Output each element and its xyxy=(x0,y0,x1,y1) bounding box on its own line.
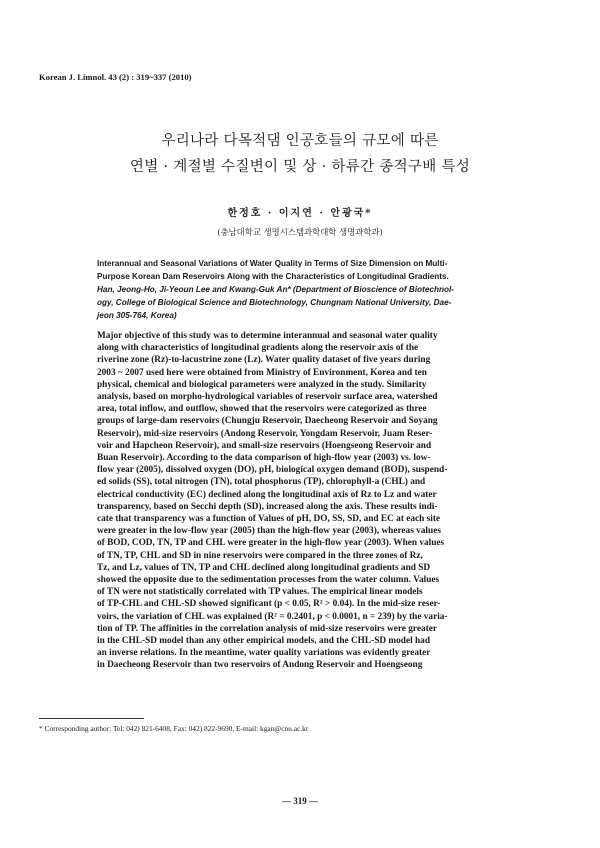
abstract-line: in Daecheong Reservoir than two reservoirs of Andong Reservoir and Hoengseong xyxy=(97,660,423,671)
abstract-line: ed solids (SS), total nitrogen (TN), total phosphorus (TP), chlorophyll-a (CHL) and xyxy=(97,477,426,488)
abstract-line: flow year (2005), dissolved oxygen (DO), pH, biological oxygen demand (BOD), suspend- xyxy=(97,465,448,476)
abstract-line: voir and Hapcheon Reservoir), and small-size reservoirs (Hoengseong Reservoir and xyxy=(97,440,432,451)
abstract-line: tion of TP. The affinities in the correlation analysis of mid-size reservoirs were greater xyxy=(97,623,437,634)
page-number: — 319 — xyxy=(282,796,318,806)
abstract-line: Reservoir), mid-size reservoirs (Andong Reservoir, Yongdam Reservoir, Juam Reser- xyxy=(97,428,433,439)
english-title-block xyxy=(97,257,517,322)
abstract-line: physical, chemical and biological parameters were analyzed in the study. Similarity xyxy=(97,379,427,390)
korean-title-line-2: 연별 · 계절별 수질변이 및 상 · 하류간 종적구배 특성 xyxy=(129,159,471,175)
korean-affiliation: (충남대학교 생명시스템과학대학 생명과학과) xyxy=(217,227,383,237)
abstract-line: 2003 ~ 2007 used here were obtained from Ministry of Environment, Korea and ten xyxy=(97,367,427,378)
abstract-line: area, total inflow, and outflow, showed that the reservoirs were categorized as three xyxy=(97,404,427,415)
abstract-line: Tz, and Lz, values of TN, TP and CHL declined along longitudinal gradients and SD xyxy=(97,562,431,573)
journal-citation: Korean J. Limnol. 43 (2) : 319~337 (2010) xyxy=(39,72,192,82)
abstract-line: analysis, based on morpho-hydrological variables of reservoir surface area, watershed xyxy=(97,392,438,403)
abstract-line: of TP-CHL and CHL-SD showed significant (p < 0.05, R² > 0.04). In the mid-size reser- xyxy=(97,599,441,610)
abstract-line: voirs, the variation of CHL was explained (R² = 0.2401, p < 0.0001, n = 239) by the varia- xyxy=(97,611,448,622)
abstract-line: of BOD, COD, TN, TP and CHL were greater in the high-flow year (2003). When values xyxy=(97,538,445,549)
abstract-line: along with characteristics of longitudinal gradients along the reservoir axis of the xyxy=(97,343,419,354)
english-authors-line: jeon 305-764, Korea) xyxy=(97,311,177,320)
korean-authors: 한정호 · 이지연 · 안광국* xyxy=(227,208,373,219)
english-title-line: Interannual and Seasonal Variations of Water Quality in Terms of Size Dimension on Multi- xyxy=(97,259,448,268)
english-authors-line: Han, Jeong-Ho, Ji-Yeoun Lee and Kwang-Guk An* (Department of Bioscience of Biotechnol- xyxy=(97,285,454,294)
abstract-line: of TN, TP, CHL and SD in nine reservoirs were compared in the three zones of Rz, xyxy=(97,550,423,561)
korean-title-line-1: 우리나라 다목적댐 인공호들의 규모에 따른 xyxy=(161,133,439,149)
english-authors-line: ogy, College of Biological Science and Biotechnology, Chungnam National University, Dae- xyxy=(97,298,452,307)
abstract-line: of TN were not statistically correlated with TP values. The empirical linear models xyxy=(97,587,423,598)
abstract-line: in the CHL-SD model than any other empirical models, and the CHL-SD model had xyxy=(97,636,430,647)
abstract-line: electrical conductivity (EC) declined along the longitudinal axis of Rz to Lz and water xyxy=(97,489,437,500)
corresponding-author-footnote: * Corresponding author: Tel: 042) 821-6408, Fax: 042) 822-9690, E-mail: kgan@cnu.ac.kr xyxy=(39,724,309,733)
abstract-line: riverine zone (Rz)-to-lacustrine zone (Lz). Water quality dataset of five years during xyxy=(97,355,431,366)
abstract-line: groups of large-dam reservoirs (Chungju Reservoir, Daecheong Reservoir and Soyang xyxy=(97,416,438,427)
abstract xyxy=(97,330,521,672)
abstract-line: showed the opposite due to the sedimentation processes from the water column. Values xyxy=(97,575,440,586)
english-title-line: Purpose Korean Dam Reservoirs Along with the Characteristics of Longitudinal Gradients. xyxy=(97,272,449,281)
abstract-line: cate that transparency was a function of Values of pH, DO, SS, SD, and EC at each site xyxy=(97,514,441,525)
abstract-line: were greater in the low-flow year (2005) than the high-flow year (2003), whereas values xyxy=(97,526,441,537)
abstract-line: Major objective of this study was to determine interannual and seasonal water quality xyxy=(97,331,438,341)
abstract-line: transparency, based on Secchi depth (SD), increased along the axis. These results indi- xyxy=(97,501,438,512)
abstract-line: an inverse relations. In the meantime, water quality variations was evidently greater xyxy=(97,648,431,659)
footnote-divider xyxy=(39,718,144,719)
abstract-line: Buan Reservoir). According to the data comparison of high-flow year (2003) vs. low- xyxy=(97,453,431,464)
